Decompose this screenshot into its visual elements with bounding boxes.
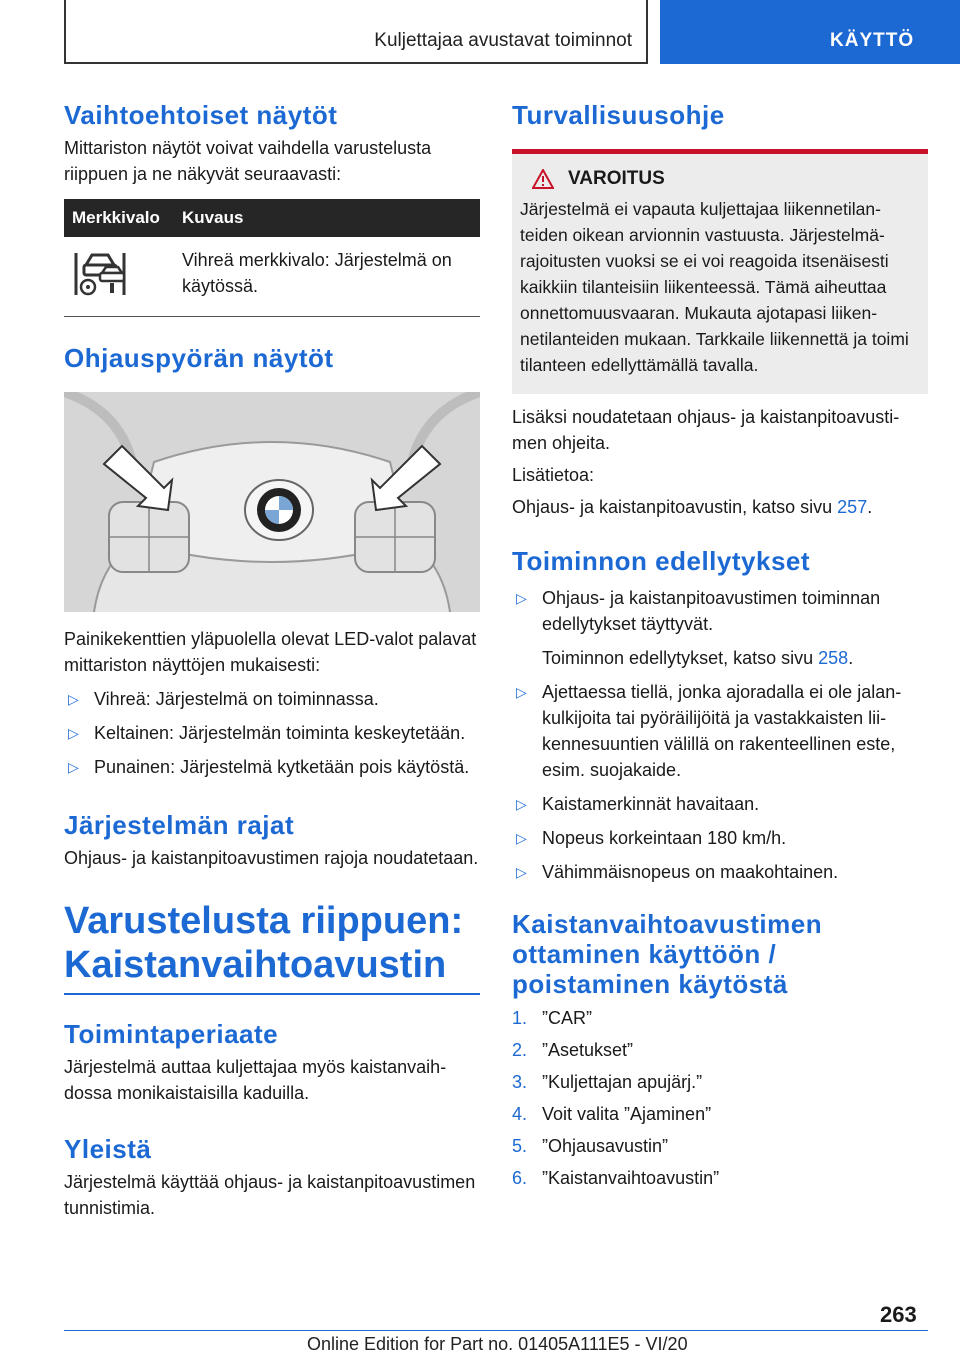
steering-displays-intro: Painikekenttien yläpuolella olevat LED-valot palavat mittariston näyttöjen mukaisesti: [64,629,477,675]
triangle-bullet-icon: ▷ [68,759,79,775]
list-item: ▷ Punainen: Järjestelmä kytketään pois käytöstä. [64,754,480,780]
triangle-bullet-icon: ▷ [516,684,527,700]
right-column [512,100,928,1191]
chapter-tab[interactable] [660,0,960,64]
header-section-box [64,0,648,64]
alt-displays-intro: Mittariston näytöt voivat vaihdella varustelusta riippuen ja ne näkyvät seuraavasti: [64,138,432,184]
principle-heading: Toimintaperiaate [64,1019,279,1049]
list-item: 3. ”Kuljettajan apujärj.” [512,1072,703,1092]
main-heading: Varustelusta riippuen: Kaistanvaihtoavustin [64,900,464,986]
triangle-bullet-icon: ▷ [516,796,527,812]
warning-text: Järjestelmä ei vapauta kuljettajaa liikennetilanteiden oikean arvionnin vastuusta. Järjestelmärajoitusten vuoksi se ei voi reagoida itsenäisesti kaikkiin tilanteisiin liikenteessä. Tämä aiheuttaa onnettomuusvaaran. Mukauta ajotapasi liikennetilanteiden mukaan. Tarkkaile liikennettä ja toimi tilanteen edellyttämällä tavalla. [520,199,909,375]
list-item: 6. ”Kaistanvaihtoavustin” [512,1168,720,1188]
footer-rule [64,1330,928,1331]
table-header-description: Kuvaus [182,208,244,227]
list-item: ▷ Nopeus korkeintaan 180 km/h. [512,825,928,851]
safety-note: Lisäksi noudatetaan ohjaus- ja kaistanpitoavustimen ohjeita. [512,407,900,453]
requirements-heading: Toiminnon edellytykset [512,546,811,576]
list-item: ▷ Vähimmäisnopeus on maakohtainen. [512,859,928,885]
table-row [64,237,480,317]
list-item: 4. Voit valita ”Ajaminen” [512,1104,712,1124]
limits-heading: Järjestelmän rajat [64,810,295,840]
led-status-list [64,686,480,780]
triangle-bullet-icon: ▷ [516,590,527,606]
footer-edition: Online Edition for Part no. 01405A111E5 - VI/20 [307,1334,688,1354]
lane-change-assist-icon [64,247,182,302]
limits-text: Ohjaus- ja kaistanpitoavustimen rajoja noudatetaan. [64,848,479,868]
steering-displays-heading: Ohjauspyörän näytöt [64,343,334,373]
main-heading-block [64,899,480,995]
page-link-257[interactable]: 257 [837,497,868,517]
page-link-258[interactable]: 258 [818,648,849,668]
warning-box [512,149,928,394]
warning-triangle-icon [532,169,554,189]
more-info-label: Lisätietoa: [512,465,595,485]
requirements-list [512,585,928,885]
activation-heading: Kaistanvaihtoavustimen ottaminen käyttöön / poistaminen käytöstä [512,909,823,999]
list-item: 1. ”CAR” [512,1008,592,1028]
page-number: 263 [880,1302,917,1327]
steering-wheel-image [64,392,480,612]
alt-displays-heading: Vaihtoehtoiset näytöt [64,100,338,130]
list-item: ▷ Ajettaessa tiellä, jonka ajoradalla ei ole jalankulkijoita tai pyöräilijöitä ja vastakkaisten liikennesuuntien välillä on rakenteellinen este, esim. suojakaide. [512,679,928,783]
triangle-bullet-icon: ▷ [516,830,527,846]
table-header-indicator: Merkkivalo [72,208,160,227]
left-column [64,100,480,1221]
list-item: 2. ”Asetukset” [512,1040,634,1060]
activation-steps [512,1005,928,1191]
list-item: ▷ Vihreä: Järjestelmä on toiminnassa. [64,686,480,712]
list-item: ▷ Ohjaus- ja kaistanpitoavustimen toiminnan edellytykset täyttyvät. Toiminnon edellytykset, katso sivu 258. [512,585,928,671]
indicator-table-header [64,199,480,237]
section-title: Kuljettajaa avustavat toiminnot [374,30,632,51]
list-item: ▷ Kaistamerkinnät havaitaan. [512,791,928,817]
safety-heading: Turvallisuusohje [512,100,725,130]
list-item: ▷ Keltainen: Järjestelmän toiminta keskeytetään. [64,720,480,746]
chapter-tab-label: KÄYTTÖ [830,30,915,51]
triangle-bullet-icon: ▷ [68,691,79,707]
general-heading: Yleistä [64,1134,152,1164]
list-item: 5. ”Ohjausavustin” [512,1136,669,1156]
warning-title: VAROITUS [568,168,665,189]
table-cell-description: Vihreä merkkivalo: Järjestelmä on käytössä. [182,250,452,296]
more-info-text: Ohjaus- ja kaistanpitoavustin, katso sivu 257. [512,497,873,517]
triangle-bullet-icon: ▷ [516,864,527,880]
general-text: Järjestelmä käyttää ohjaus- ja kaistanpitoavustimen tunnistimia. [64,1172,476,1218]
triangle-bullet-icon: ▷ [68,725,79,741]
principle-text: Järjestelmä auttaa kuljettajaa myös kaistanvaihdossa monikaistaisilla kaduilla. [64,1057,447,1103]
